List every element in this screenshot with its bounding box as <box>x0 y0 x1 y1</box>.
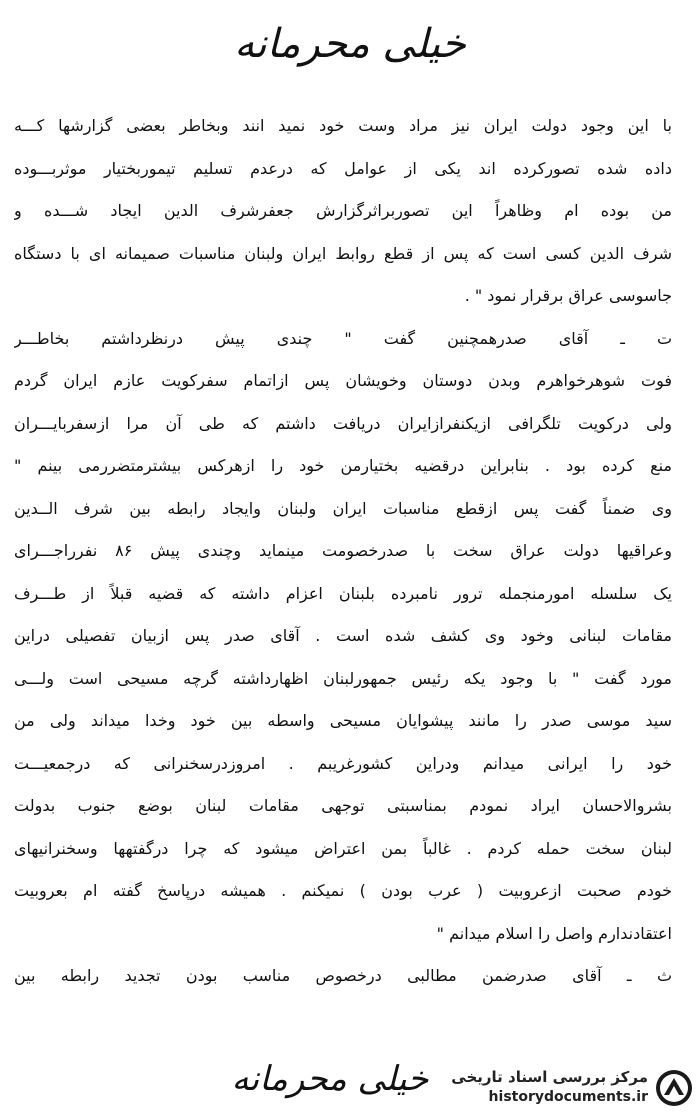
document-body <box>14 105 672 998</box>
document-line: ث ـ آقای صدرضمن مطالبی درخصوص مناسب بودن تجدید رابطه بین <box>14 966 672 985</box>
watermark <box>451 1066 694 1110</box>
document-line: وی ضمناً گفت پس ازقطع مناسبات ایران ولبنان وایجاد رابطه بین شرف الــدین <box>14 498 672 518</box>
watermark-site: historydocuments.ir <box>488 1089 648 1105</box>
document-line: ولی درکویت تلگرافی ازیکنفرازایران دریافت داشتم که طی آن مرا ازسفربایـــران <box>14 413 672 433</box>
header-classification-stamp: خیلی محرمانه <box>234 21 466 67</box>
document-line: ت ـ آقای صدرهمچنین گفت " چندی پیش درنظرداشتم بخاطـــر <box>14 328 672 348</box>
document-line: داده شده تصورکرده اند یکی از عوامل که درعدم تسلیم تیموربختیار موثربـــوده <box>14 158 672 178</box>
document-line: اعتقادندارم واصل را اسلام میدانم " <box>436 923 672 943</box>
footer-classification-stamp: خیلی محرمانه <box>231 1059 429 1099</box>
document-line: منع کرده بود . بنابراین درقضیه بختیارمن خود را ازهرکس بیشترمتضررمی بینم " <box>14 456 672 475</box>
archive-logo-icon <box>654 1068 694 1108</box>
document-line: خود را ایرانی میدانم ودراین کشورغریبم . امروزدرسخنرانی که درجمعیـــت <box>14 753 672 773</box>
document-line: سید موسی صدر را مانند پیشوایان مسیحی واسطه بین خود وخدا میداند ولی من <box>14 711 672 730</box>
document-line: یک سلسله امورمنجمله ترور نامبرده بلبنان اعزام داشته که قضیه قبلاً از طـــرف <box>14 583 672 603</box>
document-line: لبنان سخت حمله کردم . غالباً بمن اعتراض میشود که چرا درگفتهها وسخنرانیهای <box>14 838 672 858</box>
document-line: من بوده ام وظاهراً این تصوربراثرگزارش جعفرشرف الدین ایجاد شـــده و <box>14 201 672 220</box>
document-line: وعراقیها دولت عراق سخت با صدرخصومت مینماید وچندی پیش ۸۶ نفرراجـــرای <box>14 541 672 560</box>
document-line: بشروالاحسان ایراد نمودم بمناسبتی توجهی مقامات لبنان بوضع جنوب بدولت <box>14 796 672 815</box>
document-line: فوت شوهرخواهرم وبدن دوستان وخویشان پس ازاتمام سفرکویت عازم ایران گردم <box>14 371 672 390</box>
document-line: مورد گفت " با وجود یکه رئیس جمهورلبنان اظهارداشته گرچه مسیحی است ولـــی <box>14 668 672 688</box>
document-line: شرف الدین کسی است که پس از قطع روابط ایران ولبنان مناسبات صمیمانه ای با دستگاه <box>14 243 672 263</box>
watermark-title: مرکز بررسی اسناد تاریخی <box>451 1068 648 1086</box>
document-line: جاسوسی عراق برقرار نمود " . <box>464 286 672 305</box>
document-line: خودم صحبت ازعروبیت ( عرب بودن ) نمیکنم . همیشه درپاسخ گفته ام بعروبیت <box>14 881 672 900</box>
document-line: مقامات لبنانی وخود وی کشف شده است . آقای صدر پس ازبیان تفصیلی دراین <box>14 626 672 645</box>
document-line: با این وجود دولت ایران نیز مراد وست خود نمید انند وبخاطر بعضی گزارشها کـــه <box>14 116 672 135</box>
